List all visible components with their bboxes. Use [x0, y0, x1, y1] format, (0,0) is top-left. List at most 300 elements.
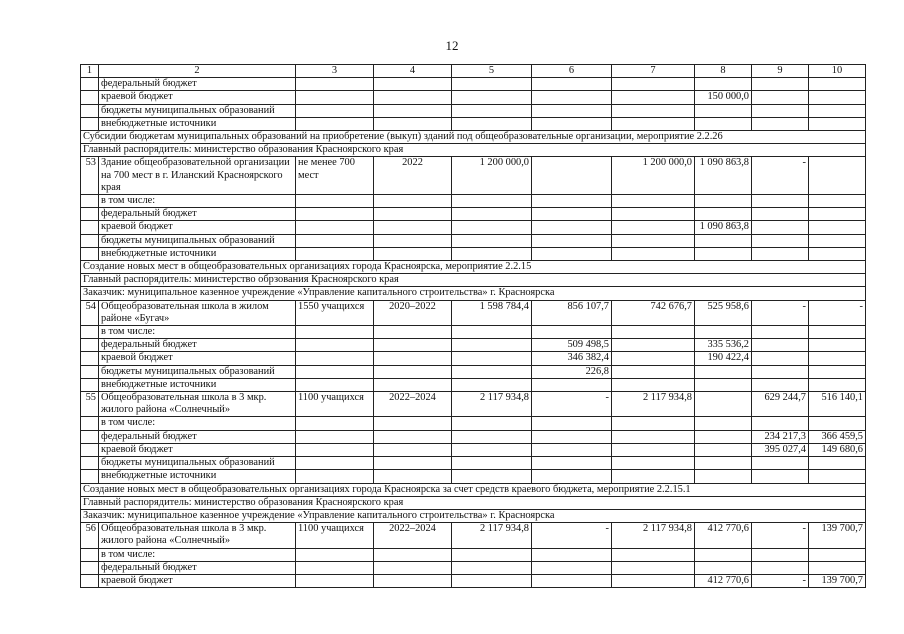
table-row: [81, 470, 866, 483]
value-cell: [695, 548, 752, 561]
row-number-cell: 56: [81, 523, 99, 548]
value-cell: [612, 221, 695, 234]
value-cell: [452, 430, 532, 443]
value-cell: 139 700,7: [809, 523, 866, 548]
value-cell: [612, 378, 695, 391]
value-cell: 2020–2022: [374, 300, 452, 325]
item-name-cell: краевой бюджет: [99, 352, 296, 365]
value-cell: [612, 247, 695, 260]
item-name-cell: внебюджетные источники: [99, 470, 296, 483]
item-name-cell: внебюджетные источники: [99, 247, 296, 260]
value-cell: 149 680,6: [809, 443, 866, 456]
section-heading: Главный распорядитель: министерство образования Красноярского края: [81, 144, 866, 157]
value-cell: [452, 247, 532, 260]
value-cell: 226,8: [532, 365, 612, 378]
value-cell: [296, 365, 374, 378]
value-cell: [612, 78, 695, 91]
value-cell: [374, 208, 452, 221]
value-cell: [809, 561, 866, 574]
value-cell: [532, 234, 612, 247]
table-row: [81, 339, 866, 352]
item-name-cell: в том числе:: [99, 195, 296, 208]
value-cell: [532, 457, 612, 470]
value-cell: [532, 430, 612, 443]
table-row: [81, 365, 866, 378]
value-cell: [809, 104, 866, 117]
value-cell: [612, 470, 695, 483]
value-cell: [695, 392, 752, 417]
value-cell: [809, 234, 866, 247]
value-cell: 412 770,6: [695, 523, 752, 548]
row-number-cell: [81, 378, 99, 391]
value-cell: [374, 548, 452, 561]
value-cell: [809, 247, 866, 260]
value-cell: [695, 457, 752, 470]
section-heading-row: [81, 287, 866, 300]
item-name-cell: Здание общеобразовательной организации на 700 мест в г. Иланский Красноярского края: [99, 157, 296, 195]
value-cell: 2022: [374, 157, 452, 195]
value-cell: [612, 104, 695, 117]
value-cell: [532, 574, 612, 587]
value-cell: [532, 378, 612, 391]
value-cell: не менее 700 мест: [296, 157, 374, 195]
value-cell: [695, 470, 752, 483]
value-cell: 1 090 863,8: [695, 221, 752, 234]
item-name-cell: бюджеты муниципальных образований: [99, 104, 296, 117]
value-cell: [296, 78, 374, 91]
value-cell: [752, 548, 809, 561]
header-row: [81, 65, 866, 78]
section-heading: Главный распорядитель: министерство образования Красноярского края: [81, 496, 866, 509]
value-cell: [612, 561, 695, 574]
value-cell: 150 000,0: [695, 91, 752, 104]
value-cell: 1550 учащихся: [296, 300, 374, 325]
table-row: [81, 457, 866, 470]
row-number-cell: [81, 234, 99, 247]
value-cell: 525 958,6: [695, 300, 752, 325]
value-cell: [612, 430, 695, 443]
value-cell: [452, 378, 532, 391]
value-cell: [296, 378, 374, 391]
value-cell: 139 700,7: [809, 574, 866, 587]
item-name-cell: в том числе:: [99, 417, 296, 430]
value-cell: [809, 352, 866, 365]
value-cell: [752, 326, 809, 339]
value-cell: [532, 78, 612, 91]
value-cell: [612, 443, 695, 456]
value-cell: [452, 208, 532, 221]
row-number-cell: [81, 561, 99, 574]
header-cell: 4: [374, 65, 452, 78]
value-cell: [532, 443, 612, 456]
value-cell: [374, 104, 452, 117]
row-number-cell: [81, 430, 99, 443]
value-cell: [374, 352, 452, 365]
row-number-cell: [81, 104, 99, 117]
value-cell: [612, 417, 695, 430]
item-name-cell: федеральный бюджет: [99, 208, 296, 221]
table-row: [81, 523, 866, 548]
table-row: [81, 392, 866, 417]
value-cell: [532, 470, 612, 483]
section-heading: Главный распорядитель: министерство обрзования Красноярского края: [81, 274, 866, 287]
value-cell: [374, 457, 452, 470]
value-cell: 190 422,4: [695, 352, 752, 365]
table-row: [81, 300, 866, 325]
value-cell: [452, 78, 532, 91]
value-cell: [532, 548, 612, 561]
value-cell: [809, 157, 866, 195]
table-row: [81, 104, 866, 117]
value-cell: [374, 234, 452, 247]
budget-table: [80, 64, 866, 588]
value-cell: [374, 574, 452, 587]
value-cell: 366 459,5: [809, 430, 866, 443]
row-number-cell: [81, 208, 99, 221]
value-cell: [809, 548, 866, 561]
value-cell: [296, 470, 374, 483]
value-cell: [695, 208, 752, 221]
row-number-cell: 53: [81, 157, 99, 195]
value-cell: [374, 378, 452, 391]
value-cell: [532, 104, 612, 117]
value-cell: [752, 352, 809, 365]
value-cell: [296, 234, 374, 247]
header-cell: 1: [81, 65, 99, 78]
value-cell: [296, 417, 374, 430]
value-cell: [809, 208, 866, 221]
value-cell: [532, 157, 612, 195]
value-cell: [374, 221, 452, 234]
value-cell: 1 598 784,4: [452, 300, 532, 325]
value-cell: [695, 417, 752, 430]
value-cell: [695, 430, 752, 443]
value-cell: 1100 учащихся: [296, 523, 374, 548]
value-cell: -: [752, 574, 809, 587]
table-row: [81, 117, 866, 130]
section-heading-row: [81, 274, 866, 287]
value-cell: [752, 247, 809, 260]
value-cell: [296, 561, 374, 574]
value-cell: [809, 117, 866, 130]
value-cell: [752, 208, 809, 221]
value-cell: [452, 339, 532, 352]
table-row: [81, 561, 866, 574]
table-row: [81, 234, 866, 247]
table-row: [81, 548, 866, 561]
value-cell: [374, 91, 452, 104]
value-cell: [752, 104, 809, 117]
item-name-cell: федеральный бюджет: [99, 430, 296, 443]
value-cell: [452, 457, 532, 470]
header-cell: 7: [612, 65, 695, 78]
section-heading-row: [81, 509, 866, 522]
table-row: [81, 326, 866, 339]
value-cell: [532, 326, 612, 339]
value-cell: 509 498,5: [532, 339, 612, 352]
item-name-cell: Общеобразовательная школа в 3 мкр. жилого района «Солнечный»: [99, 523, 296, 548]
value-cell: [296, 574, 374, 587]
value-cell: -: [532, 392, 612, 417]
value-cell: [695, 104, 752, 117]
row-number-cell: [81, 221, 99, 234]
section-heading: Создание новых мест в общеобразовательных организациях города Красноярска, мероприятие 2.2.15: [81, 261, 866, 274]
value-cell: [374, 470, 452, 483]
value-cell: [296, 548, 374, 561]
value-cell: 2022–2024: [374, 392, 452, 417]
value-cell: 2 117 934,8: [612, 523, 695, 548]
table-row: [81, 157, 866, 195]
value-cell: [452, 548, 532, 561]
value-cell: [296, 443, 374, 456]
header-cell: 2: [99, 65, 296, 78]
value-cell: [296, 247, 374, 260]
value-cell: [374, 365, 452, 378]
value-cell: [296, 352, 374, 365]
table-row: [81, 208, 866, 221]
value-cell: [532, 247, 612, 260]
table-row: [81, 378, 866, 391]
item-name-cell: федеральный бюджет: [99, 561, 296, 574]
value-cell: [695, 443, 752, 456]
value-cell: 234 217,3: [752, 430, 809, 443]
table-row: [81, 78, 866, 91]
value-cell: [452, 221, 532, 234]
value-cell: -: [752, 300, 809, 325]
value-cell: [612, 574, 695, 587]
table-row: [81, 574, 866, 587]
value-cell: [374, 326, 452, 339]
value-cell: 2 117 934,8: [612, 392, 695, 417]
header-cell: 6: [532, 65, 612, 78]
header-cell: 5: [452, 65, 532, 78]
value-cell: [374, 430, 452, 443]
value-cell: [296, 430, 374, 443]
value-cell: [809, 470, 866, 483]
value-cell: 629 244,7: [752, 392, 809, 417]
value-cell: [374, 195, 452, 208]
value-cell: [695, 561, 752, 574]
row-number-cell: [81, 443, 99, 456]
value-cell: 395 027,4: [752, 443, 809, 456]
value-cell: [452, 443, 532, 456]
value-cell: [296, 457, 374, 470]
value-cell: [809, 91, 866, 104]
value-cell: [374, 561, 452, 574]
value-cell: [612, 117, 695, 130]
value-cell: [532, 417, 612, 430]
row-number-cell: [81, 117, 99, 130]
value-cell: 412 770,6: [695, 574, 752, 587]
value-cell: [752, 234, 809, 247]
value-cell: [695, 195, 752, 208]
value-cell: -: [752, 157, 809, 195]
value-cell: [752, 561, 809, 574]
value-cell: [695, 378, 752, 391]
row-number-cell: 54: [81, 300, 99, 325]
row-number-cell: 55: [81, 392, 99, 417]
table-row: [81, 352, 866, 365]
value-cell: 856 107,7: [532, 300, 612, 325]
value-cell: [374, 247, 452, 260]
item-name-cell: бюджеты муниципальных образований: [99, 234, 296, 247]
value-cell: [296, 208, 374, 221]
value-cell: [452, 352, 532, 365]
value-cell: [752, 195, 809, 208]
value-cell: [752, 470, 809, 483]
value-cell: [809, 417, 866, 430]
item-name-cell: в том числе:: [99, 326, 296, 339]
value-cell: [296, 195, 374, 208]
value-cell: 346 382,4: [532, 352, 612, 365]
value-cell: 1100 учащихся: [296, 392, 374, 417]
table-row: [81, 443, 866, 456]
item-name-cell: бюджеты муниципальных образований: [99, 365, 296, 378]
section-heading-row: [81, 483, 866, 496]
item-name-cell: федеральный бюджет: [99, 339, 296, 352]
value-cell: [752, 378, 809, 391]
item-name-cell: краевой бюджет: [99, 91, 296, 104]
value-cell: [296, 339, 374, 352]
value-cell: 1 090 863,8: [695, 157, 752, 195]
row-number-cell: [81, 247, 99, 260]
value-cell: [612, 352, 695, 365]
value-cell: 335 536,2: [695, 339, 752, 352]
row-number-cell: [81, 91, 99, 104]
item-name-cell: Общеобразовательная школа в 3 мкр. жилого района «Солнечный»: [99, 392, 296, 417]
value-cell: [452, 234, 532, 247]
value-cell: 2 117 934,8: [452, 523, 532, 548]
table-row: [81, 247, 866, 260]
value-cell: 2022–2024: [374, 523, 452, 548]
value-cell: [612, 326, 695, 339]
value-cell: [752, 457, 809, 470]
section-heading: Субсидии бюджетам муниципальных образований на приобретение (выкуп) зданий под общеобразовательные организации, мероприятие 2.2.26: [81, 131, 866, 144]
value-cell: [452, 91, 532, 104]
value-cell: [612, 365, 695, 378]
value-cell: [374, 443, 452, 456]
row-number-cell: [81, 574, 99, 587]
row-number-cell: [81, 78, 99, 91]
table-row: [81, 417, 866, 430]
item-name-cell: внебюджетные источники: [99, 117, 296, 130]
item-name-cell: внебюджетные источники: [99, 378, 296, 391]
value-cell: [809, 326, 866, 339]
value-cell: [532, 561, 612, 574]
value-cell: [752, 91, 809, 104]
value-cell: [809, 221, 866, 234]
value-cell: 1 200 000,0: [612, 157, 695, 195]
table-row: [81, 195, 866, 208]
item-name-cell: бюджеты муниципальных образований: [99, 457, 296, 470]
value-cell: [752, 339, 809, 352]
value-cell: [809, 457, 866, 470]
row-number-cell: [81, 470, 99, 483]
row-number-cell: [81, 326, 99, 339]
row-number-cell: [81, 195, 99, 208]
value-cell: [532, 91, 612, 104]
value-cell: 1 200 000,0: [452, 157, 532, 195]
value-cell: 742 676,7: [612, 300, 695, 325]
row-number-cell: [81, 457, 99, 470]
value-cell: [809, 365, 866, 378]
header-cell: 3: [296, 65, 374, 78]
value-cell: [452, 117, 532, 130]
item-name-cell: федеральный бюджет: [99, 78, 296, 91]
value-cell: [612, 91, 695, 104]
value-cell: [374, 339, 452, 352]
section-heading-row: [81, 131, 866, 144]
section-heading: Заказчик: муниципальное казенное учреждение «Управление капитального строительства» г. Красноярска: [81, 287, 866, 300]
value-cell: [809, 78, 866, 91]
value-cell: [452, 365, 532, 378]
section-heading: Создание новых мест в общеобразовательных организациях города Красноярска за счет средств краевого бюджета, мероприятие 2.2.15.1: [81, 483, 866, 496]
value-cell: [752, 221, 809, 234]
value-cell: [752, 117, 809, 130]
value-cell: [296, 104, 374, 117]
row-number-cell: [81, 548, 99, 561]
value-cell: [752, 365, 809, 378]
value-cell: [612, 457, 695, 470]
table-row: [81, 91, 866, 104]
value-cell: -: [532, 523, 612, 548]
value-cell: [532, 208, 612, 221]
value-cell: [296, 117, 374, 130]
value-cell: [374, 78, 452, 91]
value-cell: 516 140,1: [809, 392, 866, 417]
value-cell: [452, 104, 532, 117]
header-cell: 10: [809, 65, 866, 78]
row-number-cell: [81, 352, 99, 365]
value-cell: [452, 470, 532, 483]
value-cell: 2 117 934,8: [452, 392, 532, 417]
table-row: [81, 221, 866, 234]
value-cell: [752, 78, 809, 91]
section-heading: Заказчик: муниципальное казенное учреждение «Управление капитального строительства» г. Красноярска: [81, 509, 866, 522]
value-cell: [612, 208, 695, 221]
header-cell: 8: [695, 65, 752, 78]
header-cell: 9: [752, 65, 809, 78]
value-cell: [452, 326, 532, 339]
value-cell: [296, 326, 374, 339]
item-name-cell: краевой бюджет: [99, 443, 296, 456]
value-cell: [374, 117, 452, 130]
item-name-cell: Общеобразовательная школа в жилом районе «Бугач»: [99, 300, 296, 325]
page-number: 12: [445, 38, 459, 53]
section-heading-row: [81, 261, 866, 274]
value-cell: [695, 326, 752, 339]
value-cell: [452, 561, 532, 574]
value-cell: [612, 339, 695, 352]
value-cell: [374, 417, 452, 430]
item-name-cell: краевой бюджет: [99, 221, 296, 234]
value-cell: [532, 117, 612, 130]
value-cell: [695, 365, 752, 378]
value-cell: [452, 417, 532, 430]
value-cell: [452, 195, 532, 208]
value-cell: [612, 195, 695, 208]
row-number-cell: [81, 417, 99, 430]
value-cell: [296, 91, 374, 104]
table-row: [81, 430, 866, 443]
value-cell: [809, 195, 866, 208]
row-number-cell: [81, 365, 99, 378]
value-cell: [612, 548, 695, 561]
item-name-cell: краевой бюджет: [99, 574, 296, 587]
value-cell: [695, 234, 752, 247]
value-cell: -: [809, 300, 866, 325]
row-number-cell: [81, 339, 99, 352]
